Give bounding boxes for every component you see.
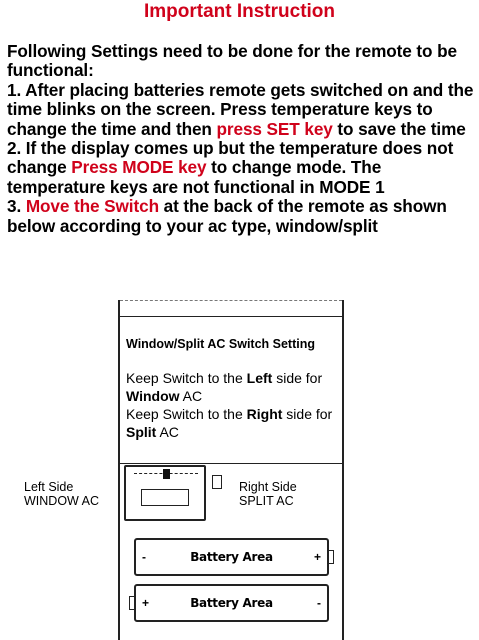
battery1-right-sign: + — [313, 550, 321, 564]
battery1-terminal — [328, 550, 334, 564]
battery2-terminal — [129, 596, 135, 610]
step-3-end: at the back of the remote as shown below according to your ac type, window/split — [7, 196, 447, 236]
battery2-left-sign: + — [142, 596, 150, 610]
switch-area — [124, 465, 334, 525]
intro-text: Following Settings need to be done for the remote to be functional: — [7, 41, 457, 81]
switch-setting-panel — [120, 316, 342, 464]
step-2 — [7, 139, 477, 197]
step-1-end: to save the time — [332, 118, 466, 139]
step-2-text: 2. If the display comes up but the temperature does not change — [7, 138, 454, 178]
step-2-highlight: Press MODE key — [71, 157, 207, 178]
right-side-line1: Right Side — [239, 480, 297, 494]
panel-line2-e: AC — [156, 424, 179, 440]
right-side-line2: SPLIT AC — [239, 494, 294, 508]
remote-back-diagram — [118, 300, 344, 640]
left-side-line1: Left Side — [24, 480, 74, 494]
switch-side-tab — [212, 475, 222, 489]
switch-knob — [163, 469, 170, 479]
panel-line1-e: AC — [179, 388, 203, 404]
panel-line1-a: Keep Switch to the — [126, 370, 247, 386]
panel-line2-c: side for — [282, 406, 333, 422]
panel-heading: Window/Split AC Switch Setting — [126, 337, 315, 351]
panel-line1-left: Left — [246, 370, 273, 386]
panel-line1-window: Window — [126, 388, 180, 404]
battery-area-1 — [134, 538, 329, 576]
step-2-end: to change mode. The temperature keys are not functional in MODE 1 — [7, 157, 385, 197]
step-3-highlight: Move the Switch — [25, 196, 159, 217]
panel-description — [126, 369, 340, 441]
instructions — [7, 42, 477, 236]
panel-line1-c: side for — [272, 370, 323, 386]
panel-line2-a: Keep Switch to the — [126, 406, 247, 422]
left-side-line2: WINDOW AC — [24, 494, 99, 508]
left-side-label — [24, 480, 99, 508]
step-1-text: 1. After placing batteries remote gets switched on and the time blinks on the screen. Press temperature keys to change the time and then — [7, 79, 474, 139]
remote-top-edge — [120, 300, 342, 301]
battery2-label: Battery Area — [190, 596, 273, 610]
step-1 — [7, 81, 477, 139]
panel-line2-split: Split — [126, 424, 157, 440]
battery1-left-sign: - — [142, 550, 146, 564]
panel-line-window — [126, 369, 340, 405]
step-3 — [7, 197, 477, 236]
battery1-label: Battery Area — [190, 550, 273, 564]
switch-housing — [124, 465, 206, 521]
battery-area-2 — [134, 584, 329, 622]
step-1-highlight: press SET key — [216, 118, 333, 139]
switch-slot — [141, 489, 189, 506]
step-3-text: 3. — [7, 196, 26, 217]
battery2-right-sign: - — [317, 596, 321, 610]
panel-line-split — [126, 405, 340, 441]
panel-line2-right: Right — [246, 406, 283, 422]
page-title: Important Instruction — [143, 1, 336, 22]
